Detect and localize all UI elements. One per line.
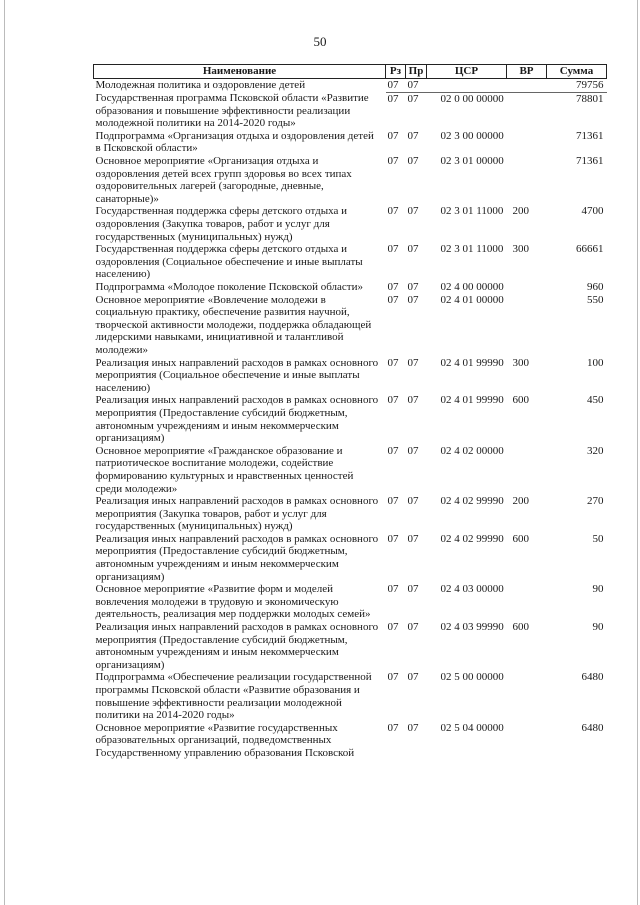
page-number: 50 <box>313 34 327 49</box>
cell-sum: 6480 <box>581 721 604 734</box>
cell-csr: 02 4 03 99990 <box>440 621 504 634</box>
cell-csr: 02 4 00 00000 <box>440 281 504 293</box>
cell-name: Основное мероприятие «Развитие государственных образовательных организаций, подведомственных Государственному управлению образования Псковской <box>95 721 355 759</box>
cell-pr: 07 <box>407 356 419 369</box>
cell-vr <box>507 671 547 721</box>
cell-vr <box>507 79 547 93</box>
cell-name: Реализация иных направлений расходов в рамках основного мероприятия (Социальное обеспечение и иные выплаты населению) <box>95 356 379 394</box>
table-row <box>94 79 607 93</box>
cell-csr: 02 4 02 00000 <box>440 444 504 457</box>
cell-vr <box>507 92 547 130</box>
cell-vr <box>507 722 547 760</box>
cell-sum: 71361 <box>576 155 604 168</box>
cell-csr: 02 4 02 99990 <box>440 495 504 508</box>
cell-sum: 6480 <box>581 671 604 684</box>
cell-rz: 07 <box>387 621 399 634</box>
table-row <box>94 205 607 243</box>
table-row <box>94 294 607 357</box>
cell-rz: 07 <box>387 92 399 105</box>
cell-csr: 02 5 00 00000 <box>440 671 504 684</box>
cell-csr: 02 3 01 11000 <box>440 243 504 256</box>
cell-rz: 07 <box>387 721 399 734</box>
table-row <box>94 281 607 294</box>
cell-pr: 07 <box>407 394 419 407</box>
table-row <box>94 583 607 621</box>
cell-pr: 07 <box>407 532 419 545</box>
table-row <box>94 533 607 583</box>
cell-rz: 07 <box>387 532 399 545</box>
scan-edge-right <box>637 0 638 905</box>
cell-vr <box>507 155 547 205</box>
cell-vr: 300 <box>512 356 529 369</box>
table-header-row <box>94 65 607 79</box>
cell-rz: 07 <box>387 671 399 684</box>
table-row <box>94 621 607 671</box>
cell-sum: 550 <box>587 293 604 306</box>
cell-sum: 66661 <box>576 243 604 256</box>
cell-rz: 07 <box>387 205 399 218</box>
cell-name: Реализация иных направлений расходов в рамках основного мероприятия (Предоставление субсидий бюджетным, автономным учреждениям и иным некоммерческим организациям) <box>95 394 379 445</box>
cell-csr: 02 4 02 99990 <box>440 532 504 545</box>
cell-sum: 50 <box>592 532 604 545</box>
cell-pr: 07 <box>407 92 419 105</box>
header-vr: ВР <box>507 65 547 79</box>
table-row <box>94 155 607 205</box>
cell-pr: 07 <box>407 293 419 306</box>
cell-name: Государственная поддержка сферы детского отдыха и оздоровления (Социальное обеспечение и иные выплаты населению) <box>95 243 363 281</box>
cell-pr: 07 <box>407 583 419 596</box>
cell-sum: 4700 <box>581 205 604 218</box>
table-row <box>94 445 607 495</box>
cell-rz: 07 <box>387 394 399 407</box>
cell-vr: 600 <box>512 621 529 634</box>
cell-name: Молодежная политика и оздоровление детей <box>95 79 306 91</box>
cell-csr: 02 0 00 00000 <box>440 92 504 105</box>
cell-csr: 02 3 01 00000 <box>440 155 504 168</box>
cell-csr: 02 4 03 00000 <box>440 583 504 596</box>
cell-csr: 02 5 04 00000 <box>440 721 504 734</box>
cell-name: Реализация иных направлений расходов в рамках основного мероприятия (Предоставление субсидий бюджетным, автономным учреждениям и иным некоммерческим организациям) <box>95 532 379 583</box>
cell-name: Подпрограмма «Обеспечение реализации государственной программы Псковской области «Развитие образования и повышение эффективности реализации молодежной политики на 2014-2020 годы» <box>95 671 372 722</box>
cell-pr: 07 <box>407 444 419 457</box>
header-rz: Рз <box>386 65 406 79</box>
scan-edge-left <box>4 0 5 905</box>
cell-vr <box>507 294 547 357</box>
table-row <box>94 722 607 760</box>
cell-sum: 320 <box>587 444 604 457</box>
budget-table <box>93 64 607 760</box>
header-name: Наименование <box>94 65 386 79</box>
cell-rz: 07 <box>387 444 399 457</box>
header-sum: Сумма <box>547 65 607 79</box>
cell-sum: 90 <box>592 583 604 596</box>
cell-pr: 07 <box>407 155 419 168</box>
cell-sum: 79756 <box>547 79 607 93</box>
table-row <box>94 243 607 281</box>
cell-name: Реализация иных направлений расходов в рамках основного мероприятия (Предоставление субсидий бюджетным, автономным учреждениям и иным некоммерческим организациям) <box>95 621 379 671</box>
cell-vr <box>507 445 547 495</box>
cell-sum: 100 <box>587 356 604 369</box>
cell-rz: 07 <box>387 155 399 168</box>
cell-sum: 78801 <box>576 92 604 105</box>
cell-csr: 02 3 00 00000 <box>440 129 504 142</box>
cell-rz: 07 <box>387 495 399 508</box>
cell-name: Основное мероприятие «Вовлечение молодежи в социальную практику, обеспечение развития научной, творческой активности молодежи, поддержка обладающей лидерскими навыками, инициативной и талантливой молодежи» <box>95 293 372 356</box>
table-row <box>94 130 607 155</box>
cell-sum: 960 <box>587 281 604 293</box>
cell-vr <box>507 281 547 294</box>
cell-rz: 07 <box>387 281 399 293</box>
cell-name: Основное мероприятие «Гражданское образование и патриотическое воспитание молодежи, содействие формированию культурных и нравственных ценностей среди молодежи» <box>95 444 354 495</box>
table-row <box>94 671 607 721</box>
cell-vr: 300 <box>512 243 529 256</box>
cell-name: Подпрограмма «Организация отдыха и оздоровления детей в Псковской области» <box>95 129 374 155</box>
cell-pr: 07 <box>406 79 427 93</box>
cell-name: Подпрограмма «Молодое поколение Псковской области» <box>95 281 364 293</box>
cell-csr: 02 4 01 99990 <box>440 356 504 369</box>
cell-pr: 07 <box>407 205 419 218</box>
cell-vr: 600 <box>512 394 529 407</box>
cell-rz: 07 <box>387 356 399 369</box>
cell-pr: 07 <box>407 495 419 508</box>
cell-name: Государственная программа Псковской области «Развитие образования и повышение эффективности реализации молодежной политики на 2014-2020 годы» <box>95 92 369 130</box>
cell-sum: 71361 <box>576 129 604 142</box>
cell-vr <box>507 583 547 621</box>
table-row <box>94 495 607 533</box>
cell-pr: 07 <box>407 621 419 634</box>
header-pr: Пр <box>406 65 427 79</box>
cell-pr: 07 <box>407 129 419 142</box>
table-row <box>94 394 607 444</box>
cell-vr: 200 <box>512 205 529 218</box>
cell-pr: 07 <box>407 281 419 293</box>
cell-sum: 270 <box>587 495 604 508</box>
cell-csr: 02 3 01 11000 <box>440 205 504 218</box>
cell-vr: 200 <box>512 495 529 508</box>
cell-csr: 02 4 01 00000 <box>440 293 504 306</box>
cell-sum: 90 <box>592 621 604 634</box>
cell-sum: 450 <box>587 394 604 407</box>
header-csr: ЦСР <box>427 65 507 79</box>
cell-vr: 600 <box>512 532 529 545</box>
cell-pr: 07 <box>407 721 419 734</box>
table-row <box>94 92 607 130</box>
cell-rz: 07 <box>387 129 399 142</box>
cell-name: Основное мероприятие «Организация отдыха и оздоровления детей всех групп здоровья во всех типах оздоровительных лагерей (загородные, дневные, санаторные)» <box>95 155 352 205</box>
table-row <box>94 357 607 395</box>
cell-pr: 07 <box>407 243 419 256</box>
cell-csr <box>427 79 507 93</box>
cell-rz: 07 <box>387 243 399 256</box>
cell-rz: 07 <box>386 79 406 93</box>
cell-pr: 07 <box>407 671 419 684</box>
cell-rz: 07 <box>387 583 399 596</box>
cell-name: Реализация иных направлений расходов в рамках основного мероприятия (Закупка товаров, работ и услуг для государственных (муниципальных) нужд) <box>95 495 379 533</box>
cell-name: Государственная поддержка сферы детского отдыха и оздоровления (Закупка товаров, работ и услуг для государственных (муниципальных) нужд) <box>95 205 348 243</box>
cell-vr <box>507 130 547 155</box>
cell-csr: 02 4 01 99990 <box>440 394 504 407</box>
cell-name: Основное мероприятие «Развитие форм и моделей вовлечения молодежи в трудовую и экономическую деятельность, реализация мер поддержки молодых семей» <box>95 583 371 621</box>
cell-rz: 07 <box>387 293 399 306</box>
